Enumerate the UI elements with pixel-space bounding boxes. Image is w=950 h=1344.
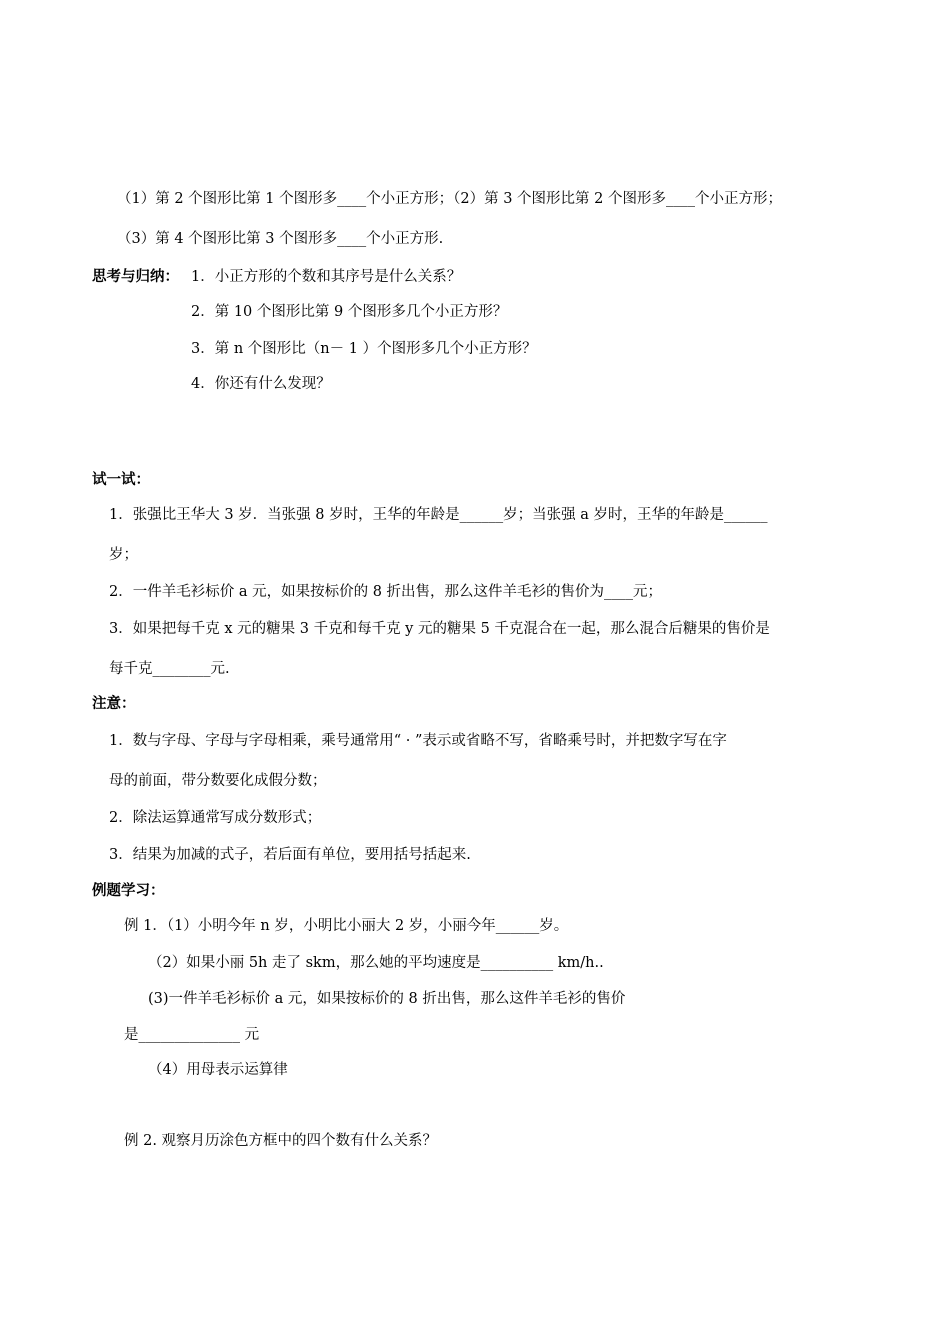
line-section1-2: （3）第 4 个图形比第 3 个图形多____个小正方形. xyxy=(117,231,444,247)
line-section1-1: （1）第 2 个图形比第 1 个图形多____个小正方形；（2）第 3 个图形比第 2 个图形多____个小正方形； xyxy=(117,191,782,207)
example1-part2: （2）如果小丽 5h 走了 skm，那么她的平均速度是__________ km/h.. xyxy=(148,955,604,971)
example2: 例 2. 观察月历涂色方框中的四个数有什么关系？ xyxy=(124,1133,438,1149)
think-q1: 1．小正方形的个数和其序号是什么关系？ xyxy=(191,269,462,285)
note-n1a: 1．数与字母、字母与字母相乘，乘号通常用“ · ”表示或省略不写，省略乘号时，并把数字写在字 xyxy=(109,733,727,749)
example1-part4: （4）用母表示运算律 xyxy=(148,1062,288,1078)
example1-part1: 例 1．（1）小明今年 n 岁，小明比小丽大 2 岁，小丽今年______岁。 xyxy=(124,918,569,934)
note-heading: 注意： xyxy=(92,696,136,712)
try-heading: 试一试： xyxy=(92,472,150,488)
example1-part3b: 是______________ 元 xyxy=(124,1027,260,1043)
try-p2: 2．一件羊毛衫标价 a 元，如果按标价的 8 折出售，那么这件羊毛衫的售价为____元； xyxy=(109,584,663,600)
note-n3: 3．结果为加减的式子，若后面有单位，要用括号括起来. xyxy=(109,847,471,863)
think-heading: 思考与归纳： xyxy=(92,269,179,285)
think-q3: 3．第 n 个图形比（n－ 1 ）个图形多几个小正方形？ xyxy=(191,341,537,357)
try-p3a: 3．如果把每千克 x 元的糖果 3 千克和每千克 y 元的糖果 5 千克混合在一起，那么混合后糖果的售价是 xyxy=(109,621,770,637)
note-n2: 2．除法运算通常写成分数形式； xyxy=(109,810,322,826)
think-q2: 2．第 10 个图形比第 9 个图形多几个小正方形？ xyxy=(191,304,508,320)
examples-heading: 例题学习： xyxy=(92,883,165,899)
example1-part3a: (3)一件羊毛衫标价 a 元，如果按标价的 8 折出售，那么这件羊毛衫的售价 xyxy=(148,991,626,1007)
try-p3b: 每千克________元. xyxy=(109,661,230,677)
try-p1b: 岁； xyxy=(109,547,138,563)
think-q4: 4．你还有什么发现？ xyxy=(191,376,331,392)
note-n1b: 母的前面，带分数要化成假分数； xyxy=(109,773,327,789)
try-p1a: 1．张强比王华大 3 岁．当张强 8 岁时，王华的年龄是______岁；当张强 a 岁时，王华的年龄是______ xyxy=(109,507,768,523)
